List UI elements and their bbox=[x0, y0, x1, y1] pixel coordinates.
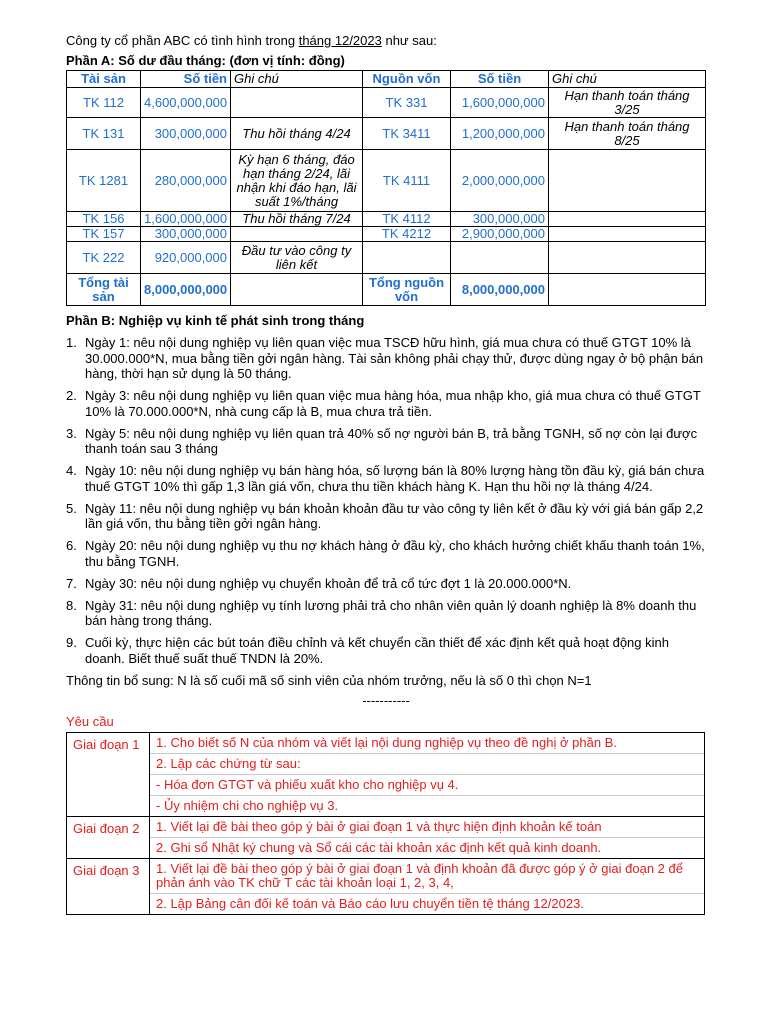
item-number: 9. bbox=[66, 635, 77, 650]
stage-name: Giai đoạn 1 bbox=[67, 732, 150, 816]
total-asset-note bbox=[231, 274, 363, 306]
asset-account: TK 156 bbox=[67, 212, 141, 227]
asset-account: TK 1281 bbox=[67, 150, 141, 212]
header-amount-2: Số tiền bbox=[451, 71, 549, 88]
asset-account: TK 222 bbox=[67, 242, 141, 274]
header-note-2: Ghi chú bbox=[549, 71, 706, 88]
source-amount: 2,000,000,000 bbox=[451, 150, 549, 212]
asset-note: Thu hồi tháng 4/24 bbox=[231, 118, 363, 150]
asset-note: Thu hồi tháng 7/24 bbox=[231, 212, 363, 227]
stage-items bbox=[150, 732, 705, 816]
item-text: Ngày 10: nêu nội dung nghiệp vụ bán hàng hóa, số lượng bán là 80% lượng hàng tồn đầu kỳ, giá bán chưa thuế GTGT 10% thì gấp 1,3 lần giá vốn, chưa thu tiền khách hàng K. Hạn thu hồi nợ là tháng 4/24. bbox=[85, 463, 705, 494]
source-note: Hạn thanh toán tháng 8/25 bbox=[549, 118, 706, 150]
stage-item: 1. Viết lại đề bài theo góp ý bài ở giai đoạn 1 và thực hiện định khoản kế toán bbox=[150, 817, 704, 838]
item-text: Ngày 31: nêu nội dung nghiệp vụ tính lương phải trả cho nhân viên quản lý doanh nghiệp là 8% doanh thu bán hàng trong tháng. bbox=[85, 597, 697, 628]
requirements-table bbox=[66, 732, 705, 915]
header-asset: Tài sản bbox=[67, 71, 141, 88]
item-text: Ngày 20: nêu nội dung nghiệp vụ thu nợ khách hàng ở đầu kỳ, cho khách hưởng chiết khấu thanh toán 1%, thu bằng TGNH. bbox=[85, 538, 705, 569]
source-amount: 1,600,000,000 bbox=[451, 88, 549, 118]
source-amount: 1,200,000,000 bbox=[451, 118, 549, 150]
intro-period: tháng 12/2023 bbox=[298, 33, 382, 48]
header-source: Nguồn vốn bbox=[363, 71, 451, 88]
supplementary-info: Thông tin bổ sung: N là số cuối mã số sinh viên của nhóm trưởng, nếu là số 0 thì chọn N=1 bbox=[66, 672, 592, 688]
stage-item: 1. Viết lại đề bài theo góp ý bài ở giai đoạn 1 và định khoản đã được góp ý ở giai đoạn 2 để phản ánh vào TK chữ T các tài khoản loại 1, 2, 3, 4, bbox=[150, 859, 704, 894]
list-item bbox=[66, 426, 706, 457]
item-number: 3. bbox=[66, 425, 77, 441]
table-row bbox=[67, 227, 706, 242]
total-source-note bbox=[549, 274, 706, 306]
part-a-title: Phần A: Số dư đầu tháng: (đơn vị tính: đồng) bbox=[66, 53, 345, 68]
list-item bbox=[66, 388, 706, 419]
intro-line bbox=[66, 32, 706, 50]
asset-amount: 4,600,000,000 bbox=[141, 88, 231, 118]
asset-account: TK 112 bbox=[67, 88, 141, 118]
item-number: 8. bbox=[66, 597, 77, 613]
source-note: Hạn thanh toán tháng 3/25 bbox=[549, 88, 706, 118]
item-text: Cuối kỳ, thực hiện các bút toán điều chỉnh và kết chuyển cần thiết để xác định kết quả hoạt động kinh doanh. Biết thuế suất thuế TNDN là 20%. bbox=[85, 635, 669, 666]
source-account: TK 4212 bbox=[363, 227, 451, 242]
total-row bbox=[67, 274, 706, 306]
item-number: 2. bbox=[66, 388, 77, 403]
intro-text: Công ty cổ phần ABC có tình hình trong bbox=[66, 33, 299, 48]
asset-amount: 280,000,000 bbox=[141, 150, 231, 212]
item-number: 7. bbox=[66, 575, 77, 591]
asset-amount: 920,000,000 bbox=[141, 242, 231, 274]
stage-row bbox=[67, 858, 705, 914]
header-note: Ghi chú bbox=[231, 71, 363, 88]
stage-item: 2. Lập các chứng từ sau: bbox=[150, 754, 704, 775]
table-row bbox=[67, 88, 706, 118]
stage-row bbox=[67, 816, 705, 858]
total-source-label: Tổng nguồn vốn bbox=[363, 274, 451, 306]
stage-item: - Ủy nhiệm chi cho nghiệp vụ 3. bbox=[156, 797, 339, 813]
asset-note bbox=[231, 88, 363, 118]
item-number: 4. bbox=[66, 463, 77, 478]
header-amount: Số tiền bbox=[141, 71, 231, 88]
asset-note: Đầu tư vào công ty liên kết bbox=[231, 242, 363, 274]
item-text: Ngày 5: nêu nội dung nghiệp vụ liên quan trả 40% số nợ người bán B, trả bằng TGNH, số nợ còn lại được thanh toán sau 3 tháng bbox=[85, 425, 698, 456]
separator: ----------- bbox=[362, 692, 410, 708]
asset-account: TK 131 bbox=[67, 118, 141, 150]
item-text: Ngày 1: nêu nội dung nghiệp vụ liên quan việc mua TSCĐ hữu hình, giá mua chưa có thuế GTGT 10% là 30.000.000*N, mua bằng tiền gởi ngân hàng. Tài sản không phải chạy thử, được dùng ngay ở bộ phận bán hàng, thời hạn sử dụng là 50 tháng. bbox=[85, 335, 704, 381]
item-number: 6. bbox=[66, 538, 77, 553]
source-note bbox=[549, 227, 706, 242]
stage-row bbox=[67, 732, 705, 816]
balance-header-row bbox=[67, 71, 706, 88]
stage-name: Giai đoạn 2 bbox=[67, 816, 150, 858]
item-text: Ngày 3: nêu nội dung nghiệp vụ liên quan việc mua hàng hóa, mua nhập kho, giá mua chưa có thuế GTGT 10% là 70.000.000*N, nhà cung cấp là B, mua chưa trả tiền. bbox=[85, 388, 701, 419]
list-item bbox=[66, 501, 706, 532]
asset-note: Kỳ hạn 6 tháng, đáo hạn tháng 2/24, lãi nhận khi đáo hạn, lãi suất 1%/tháng bbox=[231, 150, 363, 212]
source-account: TK 4112 bbox=[363, 212, 451, 227]
item-text: Ngày 11: nêu nội dung nghiệp vụ bán khoản khoản đầu tư vào công ty liên kết ở đầu kỳ với giá bán gấp 2,2 lần giá vốn, thu bằng tiền gởi ngân hàng. bbox=[85, 500, 704, 531]
intro-suffix: như sau: bbox=[381, 33, 437, 48]
stage-item: 2. Lập Bảng cân đối kế toán và Báo cáo lưu chuyển tiền tệ tháng 12/2023. bbox=[156, 895, 584, 911]
asset-amount: 300,000,000 bbox=[141, 118, 231, 150]
table-row bbox=[67, 212, 706, 227]
source-note bbox=[549, 212, 706, 227]
source-account: TK 331 bbox=[363, 88, 451, 118]
source-note bbox=[549, 150, 706, 212]
operations-list bbox=[66, 335, 706, 666]
item-text: Ngày 30: nêu nội dung nghiệp vụ chuyển khoản để trả cổ tức đợt 1 là 20.000.000*N. bbox=[85, 575, 572, 591]
table-row bbox=[67, 242, 706, 274]
balance-table bbox=[66, 70, 706, 306]
list-item bbox=[66, 635, 706, 666]
source-account: TK 3411 bbox=[363, 118, 451, 150]
table-row bbox=[67, 150, 706, 212]
list-item bbox=[66, 576, 706, 592]
stage-item: 2. Ghi sổ Nhật ký chung và Sổ cái các tài khoản xác định kết quả kinh doanh. bbox=[156, 839, 602, 855]
source-account: TK 4111 bbox=[363, 150, 451, 212]
stage-items bbox=[150, 858, 705, 914]
source-amount: 300,000,000 bbox=[451, 212, 549, 227]
total-source-amount: 8,000,000,000 bbox=[451, 274, 549, 306]
source-amount bbox=[451, 242, 549, 274]
total-asset-label: Tổng tài sản bbox=[67, 274, 141, 306]
asset-note bbox=[231, 227, 363, 242]
part-b-title: Phần B: Nghiệp vụ kinh tế phát sinh trong tháng bbox=[66, 313, 365, 328]
stage-items bbox=[150, 816, 705, 858]
list-item bbox=[66, 598, 706, 629]
stage-name: Giai đoạn 3 bbox=[67, 858, 150, 914]
list-item bbox=[66, 463, 706, 494]
source-note bbox=[549, 242, 706, 274]
asset-account: TK 157 bbox=[67, 227, 141, 242]
total-asset-amount: 8,000,000,000 bbox=[141, 274, 231, 306]
table-row bbox=[67, 118, 706, 150]
list-item bbox=[66, 538, 706, 569]
requirements-title: Yêu cầu bbox=[66, 713, 114, 729]
list-item bbox=[66, 335, 706, 382]
asset-amount: 1,600,000,000 bbox=[141, 212, 231, 227]
stage-item: 1. Cho biết số N của nhóm và viết lại nội dung nghiệp vụ theo đề nghị ở phần B. bbox=[150, 733, 704, 754]
source-account bbox=[363, 242, 451, 274]
document-page bbox=[66, 32, 706, 915]
stage-item: - Hóa đơn GTGT và phiếu xuất kho cho nghiệp vụ 4. bbox=[150, 775, 704, 796]
source-amount: 2,900,000,000 bbox=[451, 227, 549, 242]
item-number: 1. bbox=[66, 335, 77, 350]
item-number: 5. bbox=[66, 500, 77, 516]
asset-amount: 300,000,000 bbox=[141, 227, 231, 242]
